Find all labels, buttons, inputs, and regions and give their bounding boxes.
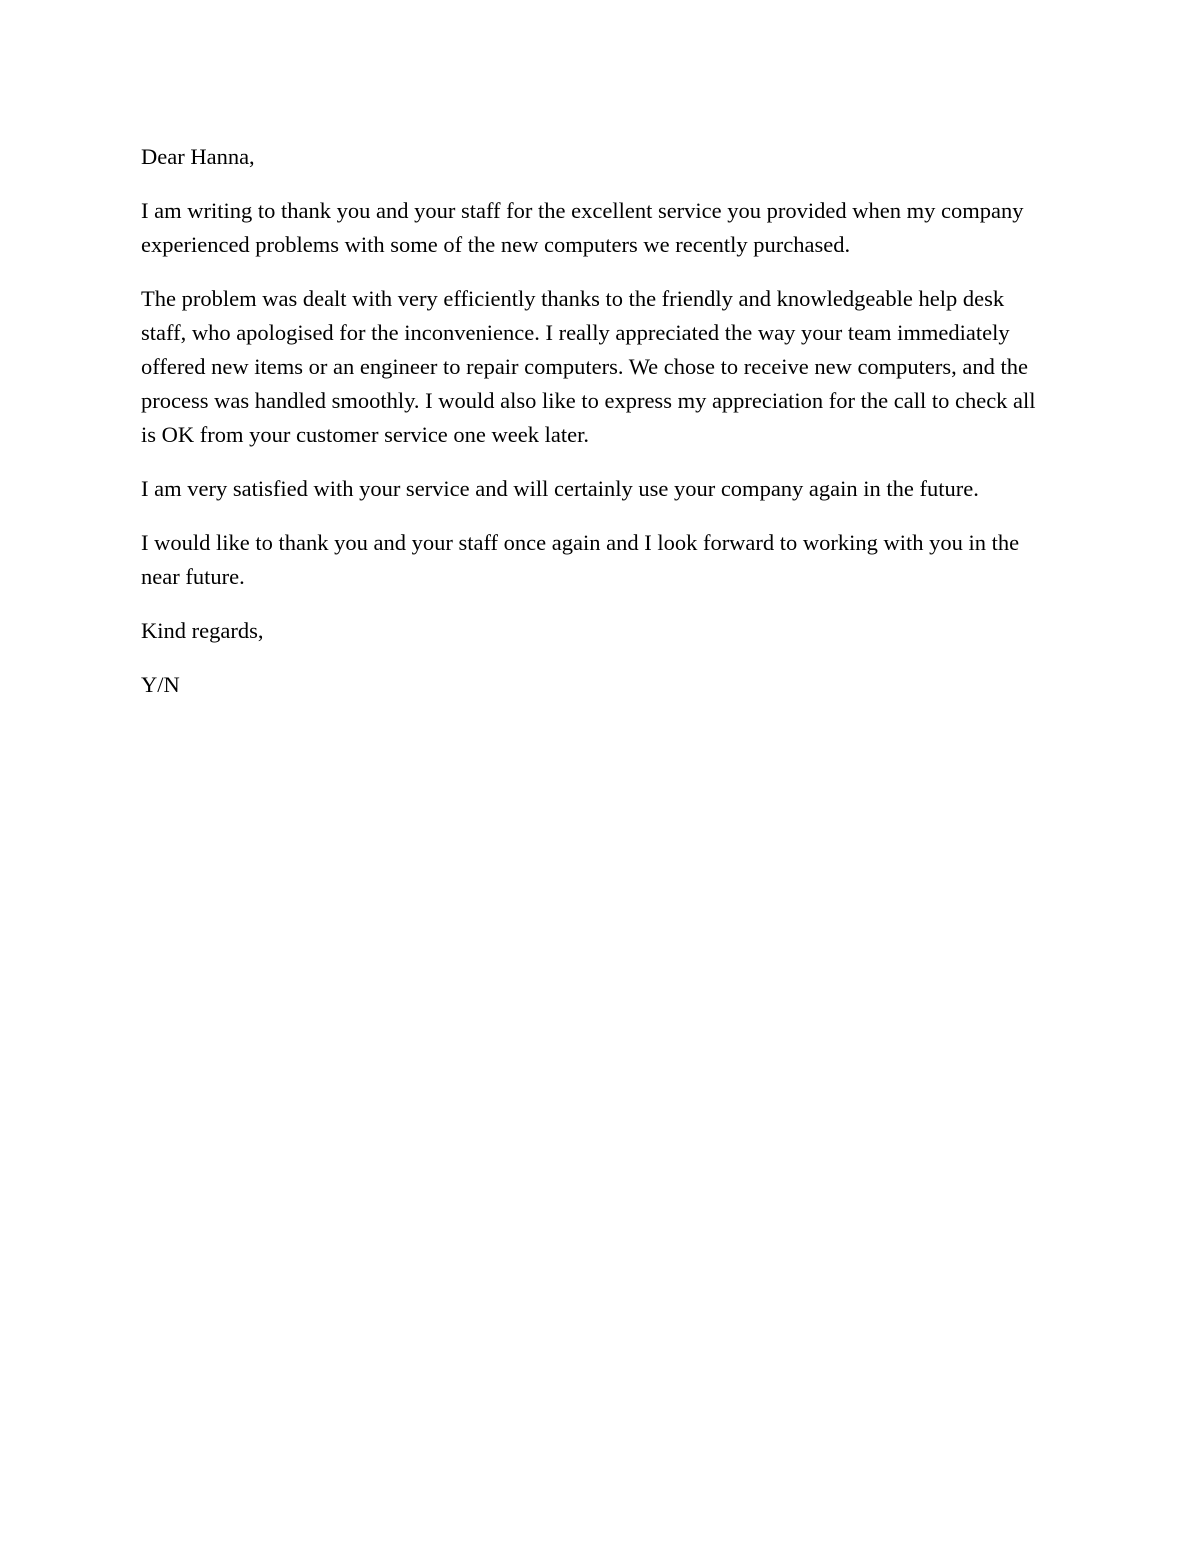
letter-paragraph-thanks: I am writing to thank you and your staff for the excellent service you provided when my company experienced problems with some of the new computers we recently purchased. xyxy=(141,198,1024,257)
letter-greeting: Dear Hanna, xyxy=(141,144,255,169)
letter-paragraph-satisfaction: I am very satisfied with your service and will certainly use your company again in the future. xyxy=(141,476,979,501)
letter-paragraph-closing-thanks: I would like to thank you and your staff once again and I look forward to working with you in the near future. xyxy=(141,530,1020,589)
letter-body xyxy=(141,140,1053,702)
letter-paragraph-problem: The problem was dealt with very efficiently thanks to the friendly and knowledgeable help desk staff, who apologised for the inconvenience. I really appreciated the way your team immediately offered new items or an engineer to repair computers. We chose to receive new computers, and the process was handled smoothly. I would also like to express my appreciation for the call to check all is OK from your customer service one week later. xyxy=(141,286,1036,447)
letter-closing: Kind regards, xyxy=(141,618,264,643)
letter-signature: Y/N xyxy=(141,672,180,697)
